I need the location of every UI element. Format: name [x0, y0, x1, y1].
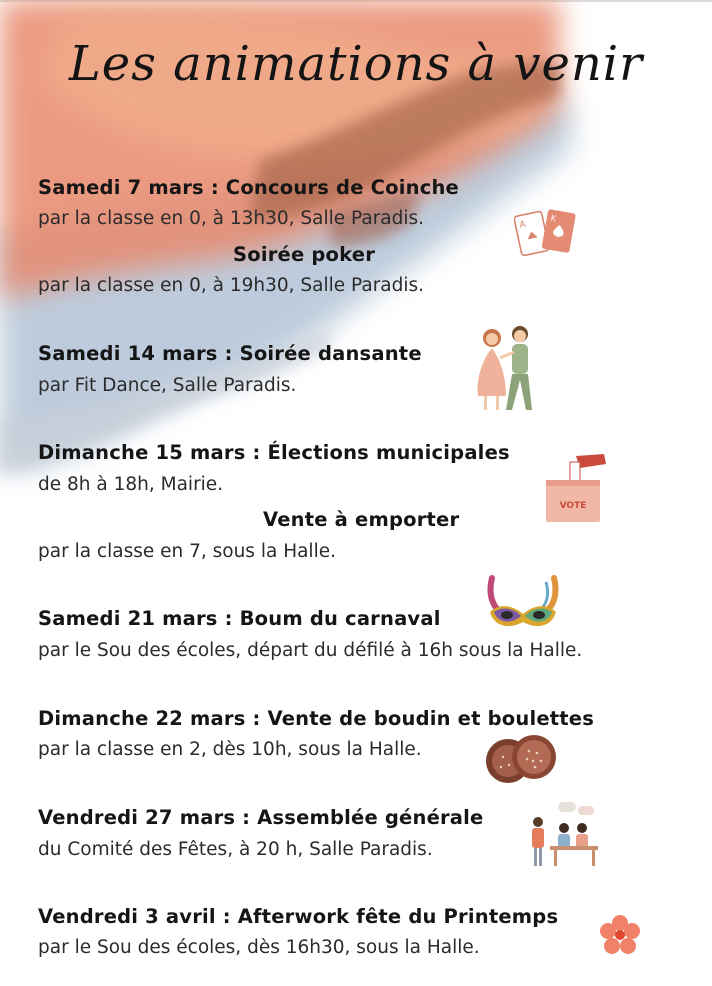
event-detail: par la classe en 0, à 19h30, Salle Paradis.: [38, 275, 425, 296]
event-heading: Samedi 21 mars : Boum du carnaval: [38, 607, 441, 630]
page-title: Les animations à venir: [68, 36, 644, 92]
event-heading: Dimanche 22 mars : Vente de boudin et boulettes: [38, 707, 595, 730]
flower-icon: [599, 914, 641, 956]
event-heading: Dimanche 15 mars : Élections municipales: [38, 441, 510, 464]
event-heading: Samedi 7 mars : Concours de Coinche: [38, 176, 459, 199]
event-detail: par la classe en 2, dès 10h, sous la Halle.: [38, 739, 422, 760]
playing-cards-icon: [514, 205, 580, 261]
svg-text:A: A: [518, 219, 527, 231]
event-heading: Vendredi 27 mars : Assemblée générale: [38, 806, 484, 829]
meeting-icon: [526, 800, 600, 870]
event-detail: par le Sou des écoles, départ du défilé à 16h sous la Halle.: [38, 640, 583, 661]
svg-text:VOTE: VOTE: [559, 501, 587, 511]
event-heading: Samedi 14 mars : Soirée dansante: [38, 342, 422, 365]
dancing-couple-icon: [470, 322, 546, 418]
event-heading: Vente à emporter: [263, 508, 460, 531]
svg-text:K: K: [550, 213, 557, 224]
event-detail: du Comité des Fêtes, à 20 h, Salle Paradis.: [38, 839, 433, 860]
boudin-icon: [483, 731, 559, 785]
ballot-box-icon: [540, 452, 612, 526]
event-heading: Soirée poker: [233, 243, 376, 266]
event-detail: de 8h à 18h, Mairie.: [38, 474, 224, 495]
carnival-mask-icon: [484, 574, 562, 634]
event-heading: Vendredi 3 avril : Afterwork fête du Printemps: [38, 905, 559, 928]
event-detail: par le Sou des écoles, dès 16h30, sous la Halle.: [38, 937, 480, 958]
event-detail: par la classe en 0, à 13h30, Salle Paradis.: [38, 208, 425, 229]
event-detail: par la classe en 7, sous la Halle.: [38, 541, 336, 562]
event-detail: par Fit Dance, Salle Paradis.: [38, 375, 297, 396]
